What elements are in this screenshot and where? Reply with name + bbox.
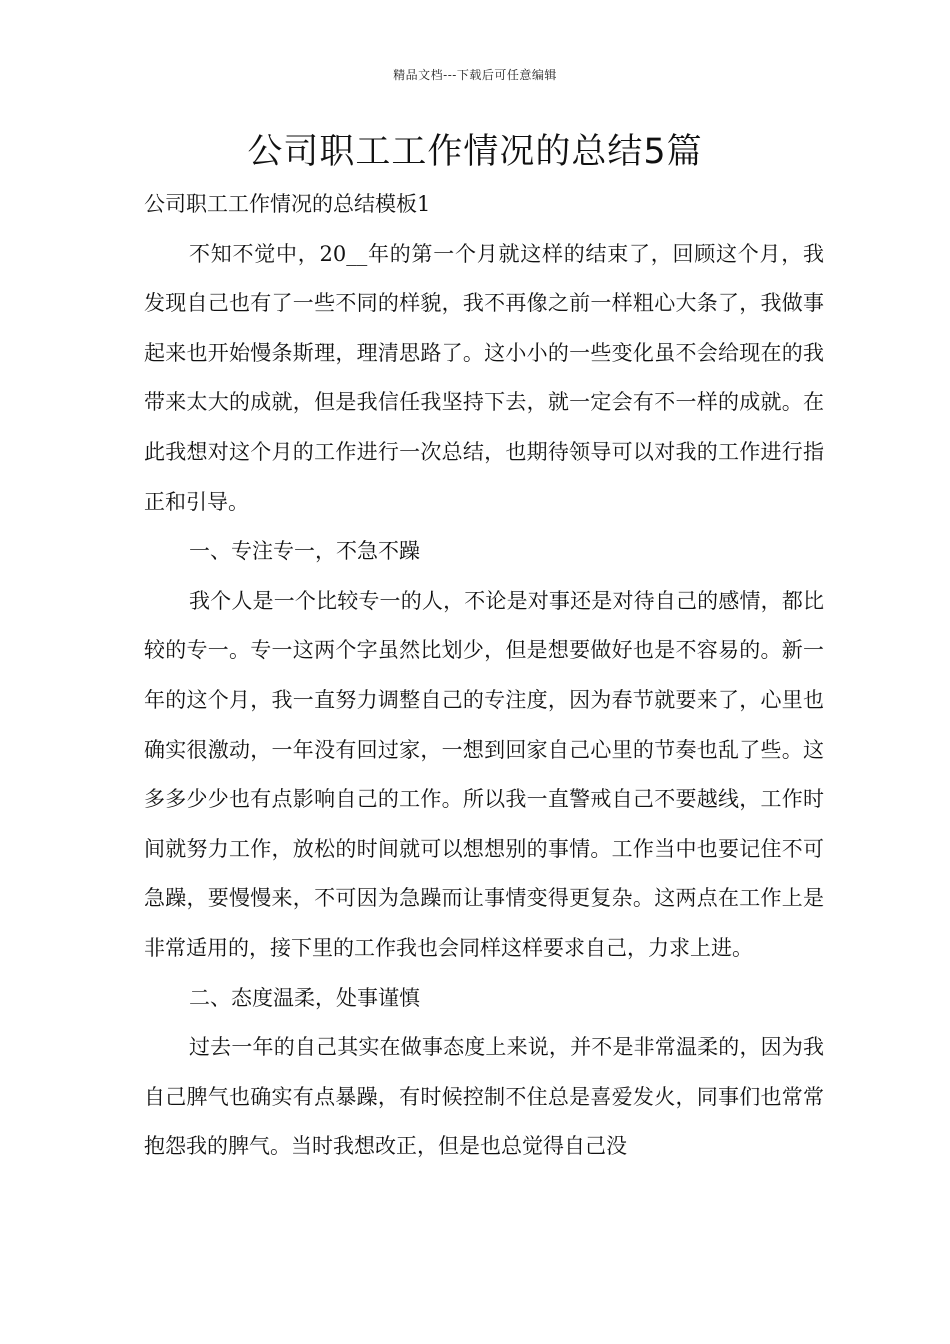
body-paragraph: 我个人是一个比较专一的人，不论是对事还是对待自己的感情，都比较的专一。专一这两个字虽然比划少，但是想要做好也是不容易的。新一年的这个月，我一直努力调整自己的专注度，因为春节就要来了，心里也确实很激动，一年没有回过家，一想到回家自己心里的节奏也乱了些。这多多少少也有点影响自己的工作。所以我一直警戒自己不要越线，工作时间就努力工作，放松的时间就可以想想别的事情。工作当中也要记住不可急躁，要慢慢来，不可因为急躁而让事情变得更复杂。这两点在工作上是非常适用的，接下里的工作我也会同样这样要求自己，力求上进。 <box>144 588 824 960</box>
document-body <box>144 180 824 1172</box>
section-heading: 二、态度温柔，处事谨慎 <box>189 985 420 1010</box>
body-paragraph: 不知不觉中，20__年的第一个月就这样的结束了，回顾这个月，我发现自己也有了一些不同的样貌，我不再像之前一样粗心大条了，我做事起来也开始慢条斯理，理清思路了。这小小的一些变化虽不会给现在的我带来太大的成就，但是我信任我坚持下去，就一定会有不一样的成就。在此我想对这个月的工作进行一次总结，也期待领导可以对我的工作进行指正和引导。 <box>144 241 824 514</box>
document-title: 公司职工工作情况的总结5篇 <box>247 132 703 172</box>
section-heading: 一、专注专一，不急不躁 <box>189 539 420 564</box>
body-paragraph: 过去一年的自己其实在做事态度上来说，并不是非常温柔的，因为我自己脾气也确实有点暴躁，有时候控制不住总是喜爱发火，同事们也常常抱怨我的脾气。当时我想改正，但是也总觉得自己没 <box>144 1035 824 1159</box>
header-note: 精品文档---下载后可任意编辑 <box>393 68 557 82</box>
section-subtitle: 公司职工工作情况的总结模板1 <box>144 192 431 216</box>
